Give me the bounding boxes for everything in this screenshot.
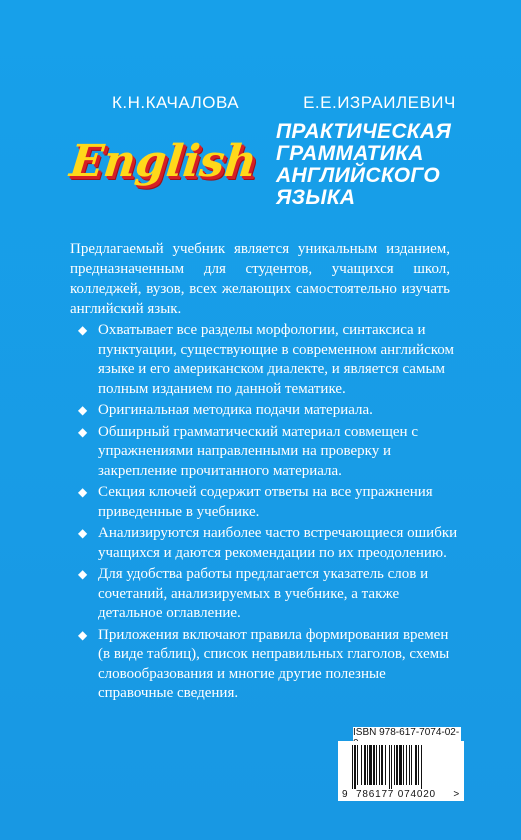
list-item [78,401,464,421]
list-item [78,626,464,704]
list-item [78,565,464,624]
barcode-bar [418,745,419,785]
author-1: К.Н.КАЧАЛОВА [112,93,240,112]
barcode-bar [381,745,383,785]
english-logo: English [67,136,260,187]
barcode-bar [376,745,377,785]
title-line: ПРАКТИЧЕСКАЯ [276,120,452,143]
diamond-bullet-icon: ◆ [78,567,88,581]
barcode-bar [364,745,366,785]
feature-list [78,321,464,706]
intro-paragraph: Предлагаемый учебник является уникальным изданием, предназначенным для студентов, учащихся школ, колледжей, вузов, всех желающих самостоятельно изучать английский язык. [70,241,450,317]
isbn-label: ISBN 978-617-7074-02- [353,727,461,749]
title-line: ЯЗЫКА [276,186,356,209]
list-item-text: Обширный грамматический материал совмещен с упражнениями направленными на проверку и закрепление прочитанного материала. [98,423,418,479]
authors [112,93,481,113]
diamond-bullet-icon: ◆ [78,627,88,642]
title-line: АНГЛИЙСКОГО [276,164,440,187]
barcode-bar [379,745,380,785]
barcode-bar [394,745,395,785]
barcode-bars-icon [338,741,464,789]
barcode-arrow: > [453,789,460,800]
barcode-bar [411,745,412,785]
list-item [78,423,464,482]
barcode-bar [403,745,404,785]
title-line: ГРАММАТИКА [276,142,424,165]
diamond-bullet-icon: ◆ [78,485,88,499]
barcode [338,741,464,801]
barcode-bar [361,745,362,785]
barcode-digits: 786177 074020 [356,789,436,800]
barcode-bar [354,745,356,789]
barcode-bar [415,745,417,785]
list-item [78,524,464,563]
barcode-bar [369,745,372,785]
diamond-bullet-icon: ◆ [78,526,88,540]
diamond-bullet-icon: ◆ [78,403,88,417]
list-item [78,321,464,399]
list-item-text: Секция ключей содержит ответы на все упражнения приведенные в учебнике. [98,484,433,520]
list-item [78,483,464,522]
diamond-bullet-icon: ◆ [78,424,88,439]
author-2: Е.Е.ИЗРАИЛЕВИЧ [303,93,456,112]
book-title [276,121,451,209]
barcode-bar [352,745,353,789]
barcode-bar [373,745,375,785]
barcode-bar [406,745,407,785]
diamond-bullet-icon: ◆ [78,323,88,337]
barcode-bar [396,745,398,785]
barcode-lead-digit: 9 [342,789,349,800]
list-item-text: Приложения включают правила формирования времен (в виде таблиц), список неправильных глаголов, схемы словообразования и многие другие полезные справочные сведения. [98,626,450,701]
list-item-text: Охватывает все разделы морфологии, синтаксиса и пунктуации, существующие в современном английском языке и его американском диалекте, и является самым полным изданием по данной тематике. [98,322,454,397]
barcode-bar [409,745,410,785]
barcode-bar [385,745,386,785]
list-item-text: Оригинальная методика подачи материала. [98,402,373,418]
list-item-text: Анализируются наиболее часто встречающиеся ошибки учащихся и даются рекомендации по их преодолению. [98,525,458,561]
barcode-bar [389,745,390,789]
barcode-bar [391,745,392,789]
barcode-bar [357,745,358,785]
barcode-bar [367,745,368,785]
barcode-bar [399,745,402,785]
list-item-text: Для удобства работы предлагается указатель слов и сочетаний, анализируемых в учебнике, а также детальное оглавление. [98,566,429,621]
barcode-bar [421,745,422,789]
